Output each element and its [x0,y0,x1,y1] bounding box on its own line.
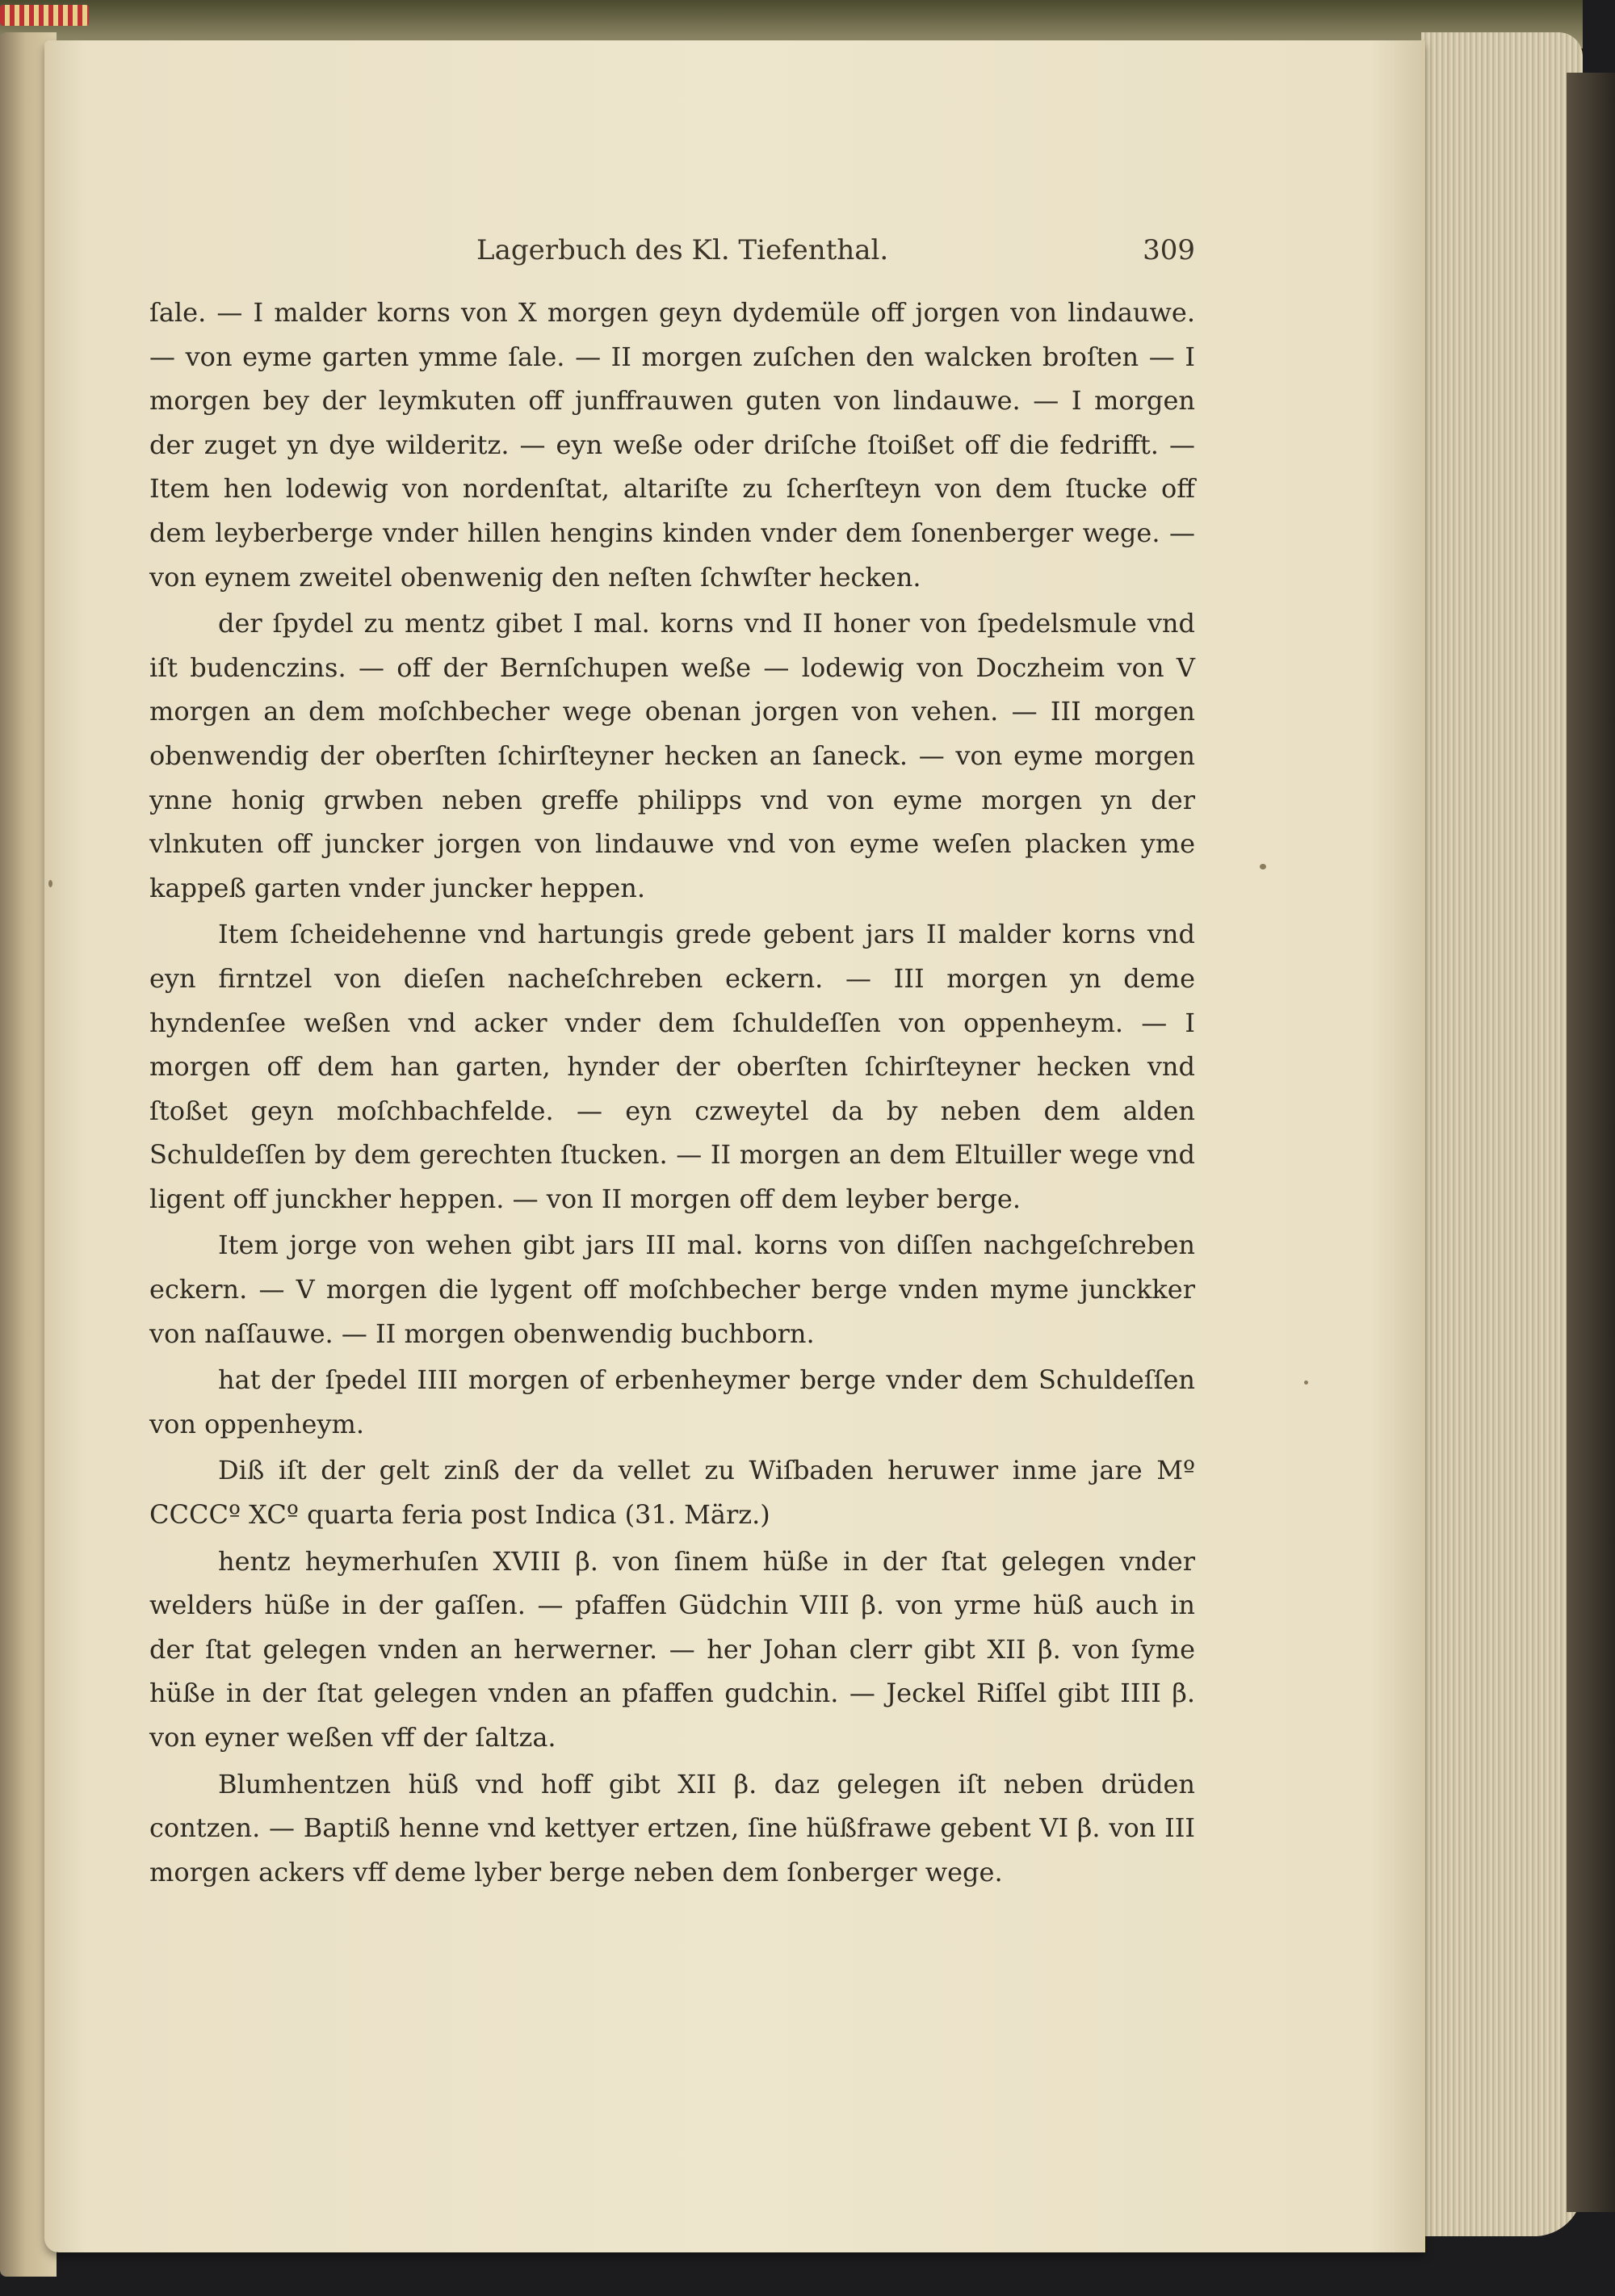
page-number: 309 [1143,234,1195,266]
paragraph: Item ſcheidehenne vnd hartungis grede gebent jars II malder korns vnd eyn firntzel von dieſen nacheſchreben eckern. — III morgen yn deme hyndenſee weßen vnd acker vnder dem ſchuldeſſen von oppenheym. — I morgen off dem han garten, hynder der oberſten ſchirſteyner hecken vnd ſtoßet geyn moſchbachfelde. — eyn czweytel da by neben dem alden Schuldeſſen by dem gerechten ſtucken. — II morgen an dem Eltuiller wege vnd ligent off junckher heppen. — von II morgen off dem leyber berge. [149,919,1195,1214]
page-stack-shadow [1567,73,1615,2212]
running-header [476,234,1195,266]
header-title: Lagerbuch des Kl. Tiefenthal. [476,234,889,266]
paragraph: ſale. — I malder korns von X morgen geyn dydemüle off jorgen von lindauwe. — von eyme garten ymme ſale. — II morgen zuſchen den walcken broſten — I morgen bey der leymkuten off junffrauwen guten von lindauwe. — I morgen der zuget yn dye wilderitz. — eyn weße oder driſche ſtoißet off die fedrifft. — Item hen lodewig von nordenſtat, altariſte zu ſcherſteyn von dem ſtucke off dem leyberberge vnder hillen hengins kinden vnder dem ſonenberger wege. — von eynem zweitel obenwenig den neſten ſchwſter hecken. [149,297,1195,593]
paragraph: Diß iſt der gelt zinß der da vellet zu Wiſbaden heruwer inme jare Mº CCCCº XCº quarta feria post Indica (31. März.) [149,1455,1195,1531]
paragraph: Item jorge von wehen gibt jars III mal. korns von diſſen nachgeſchreben eckern. — V morgen die lygent off moſchbecher berge vnden myme junckker von naſſauwe. — II morgen obenwendig buchborn. [149,1230,1195,1349]
paper-speck [48,880,52,887]
paragraph: Blumhentzen hüß vnd hoff gibt XII β. daz gelegen iſt neben drüden contzen. — Baptiß henne vnd kettyer ertzen, ſine hüßfrawe gebent VI β. von III morgen ackers vff deme lyber berge neben dem ſonberger wege. [149,1768,1195,1887]
page-stack-edges [1421,32,1583,2236]
body-text [149,291,1195,1896]
paragraph: hentz heymerhuſen XVIII β. von ſinem hüße in der ſtat gelegen vnder welders hüße in der gaſſen. — pfaffen Güdchin VIII β. von yrme hüß auch in der ſtat gelegen vnden an herwerner. — her Johan clerr gibt XII β. von ſyme hüße in der ſtat gelegen vnden an pfaffen gudchin. — Jeckel Riſſel gibt IIII β. von eyner weßen vff der ſaltza. [149,1545,1195,1753]
bookmark-ribbon [0,5,89,26]
paragraph: hat der ſpedel IIII morgen of erbenheymer berge vnder dem Schuldeſſen von oppenheym. [149,1364,1195,1439]
paper-speck [1304,1381,1308,1385]
paragraph: der ſpydel zu mentz gibet I mal. korns vnd II honer von ſpedelsmule vnd iſt budenczins. — off der Bernſchupen weße — lodewig von Doczheim von V morgen an dem moſchbecher wege obenan jorgen von vehen. — III morgen obenwendig der oberſten ſchirſteyner hecken an ſaneck. — von eyme morgen ynne honig grwben neben greffe philipps vnd von eyme morgen yn der vlnkuten off juncker jorgen von lindauwe vnd von eyme weſen placken yme kappeß garten vnder juncker heppen. [149,608,1195,903]
paper-speck [1260,864,1266,869]
